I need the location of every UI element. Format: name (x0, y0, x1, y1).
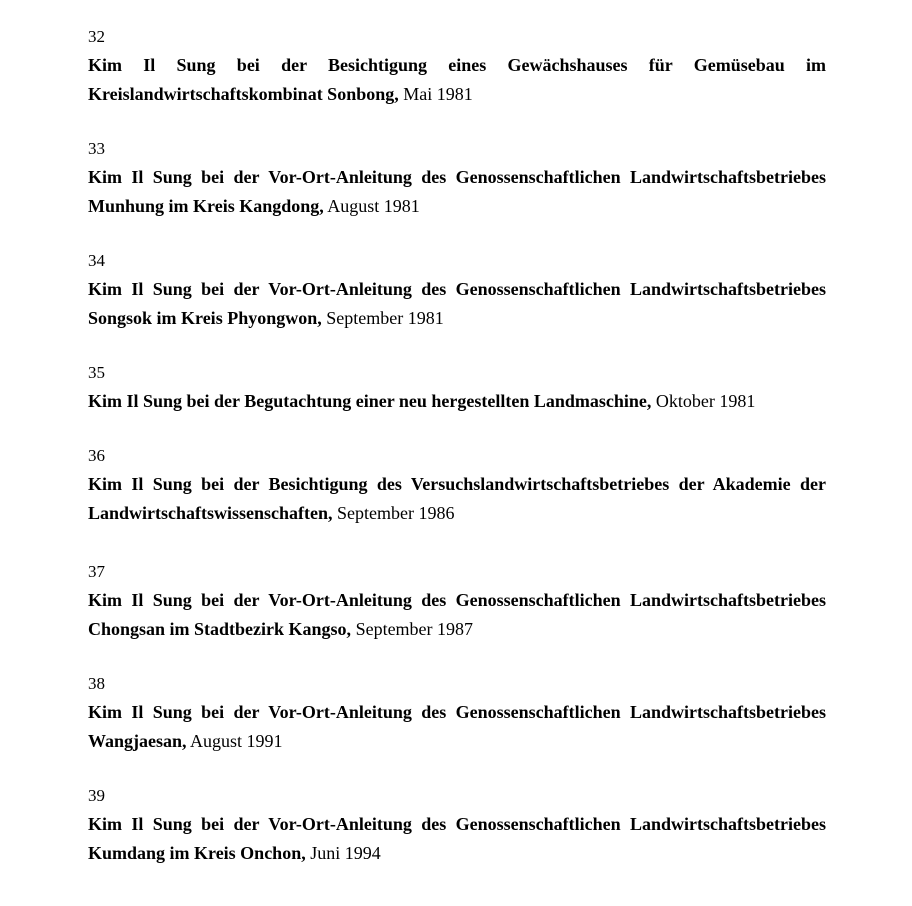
caption-title: Kim Il Sung bei der Vor-Ort-Anleitung des Genossenschaftlichen Landwirtschaftsbetriebes Munhung im Kreis Kangdong, (88, 167, 826, 216)
caption-number: 34 (88, 251, 105, 270)
caption-text (88, 275, 826, 333)
caption-text (88, 470, 826, 528)
caption-entry (88, 441, 826, 528)
caption-text (88, 810, 826, 868)
caption-text (88, 163, 826, 221)
caption-date: Mai 1981 (398, 84, 473, 104)
caption-title: Kim Il Sung bei der Begutachtung einer neu hergestellten Landmaschine, (88, 391, 652, 411)
caption-list (88, 22, 826, 868)
caption-date: August 1991 (186, 731, 283, 751)
caption-number: 36 (88, 446, 105, 465)
caption-entry (88, 246, 826, 333)
caption-entry (88, 669, 826, 756)
caption-date: Juni 1994 (305, 843, 381, 863)
caption-title: Kim Il Sung bei der Vor-Ort-Anleitung des Genossenschaftlichen Landwirtschaftsbetriebes Songsok im Kreis Phyongwon, (88, 279, 826, 328)
caption-entry (88, 358, 826, 416)
caption-text (88, 698, 826, 756)
caption-text (88, 51, 826, 109)
caption-entry (88, 134, 826, 221)
caption-date: September 1981 (321, 308, 444, 328)
caption-number: 32 (88, 27, 105, 46)
caption-number: 39 (88, 786, 105, 805)
caption-number: 37 (88, 562, 105, 581)
caption-date: August 1981 (323, 196, 420, 216)
caption-number: 33 (88, 139, 105, 158)
caption-title: Kim Il Sung bei der Vor-Ort-Anleitung des Genossenschaftlichen Landwirtschaftsbetriebes Chongsan im Stadtbezirk Kangso, (88, 590, 826, 639)
caption-number: 35 (88, 363, 105, 382)
caption-title: Kim Il Sung bei der Besichtigung des Versuchslandwirtschaftsbetriebes der Akademie der Landwirtschaftswissenschaften, (88, 474, 826, 523)
caption-entry (88, 781, 826, 868)
caption-title: Kim Il Sung bei der Besichtigung eines Gewächshauses für Gemüsebau im Kreislandwirtschaftskombinat Sonbong, (88, 55, 826, 104)
caption-title: Kim Il Sung bei der Vor-Ort-Anleitung des Genossenschaftlichen Landwirtschaftsbetriebes Wangjaesan, (88, 702, 826, 751)
caption-date: September 1986 (332, 503, 455, 523)
caption-date: Oktober 1981 (651, 391, 756, 411)
caption-entry (88, 557, 826, 644)
caption-entry (88, 22, 826, 109)
caption-date: September 1987 (351, 619, 474, 639)
caption-title: Kim Il Sung bei der Vor-Ort-Anleitung des Genossenschaftlichen Landwirtschaftsbetriebes Kumdang im Kreis Onchon, (88, 814, 826, 863)
caption-number: 38 (88, 674, 105, 693)
caption-text (88, 586, 826, 644)
caption-text (88, 387, 826, 416)
